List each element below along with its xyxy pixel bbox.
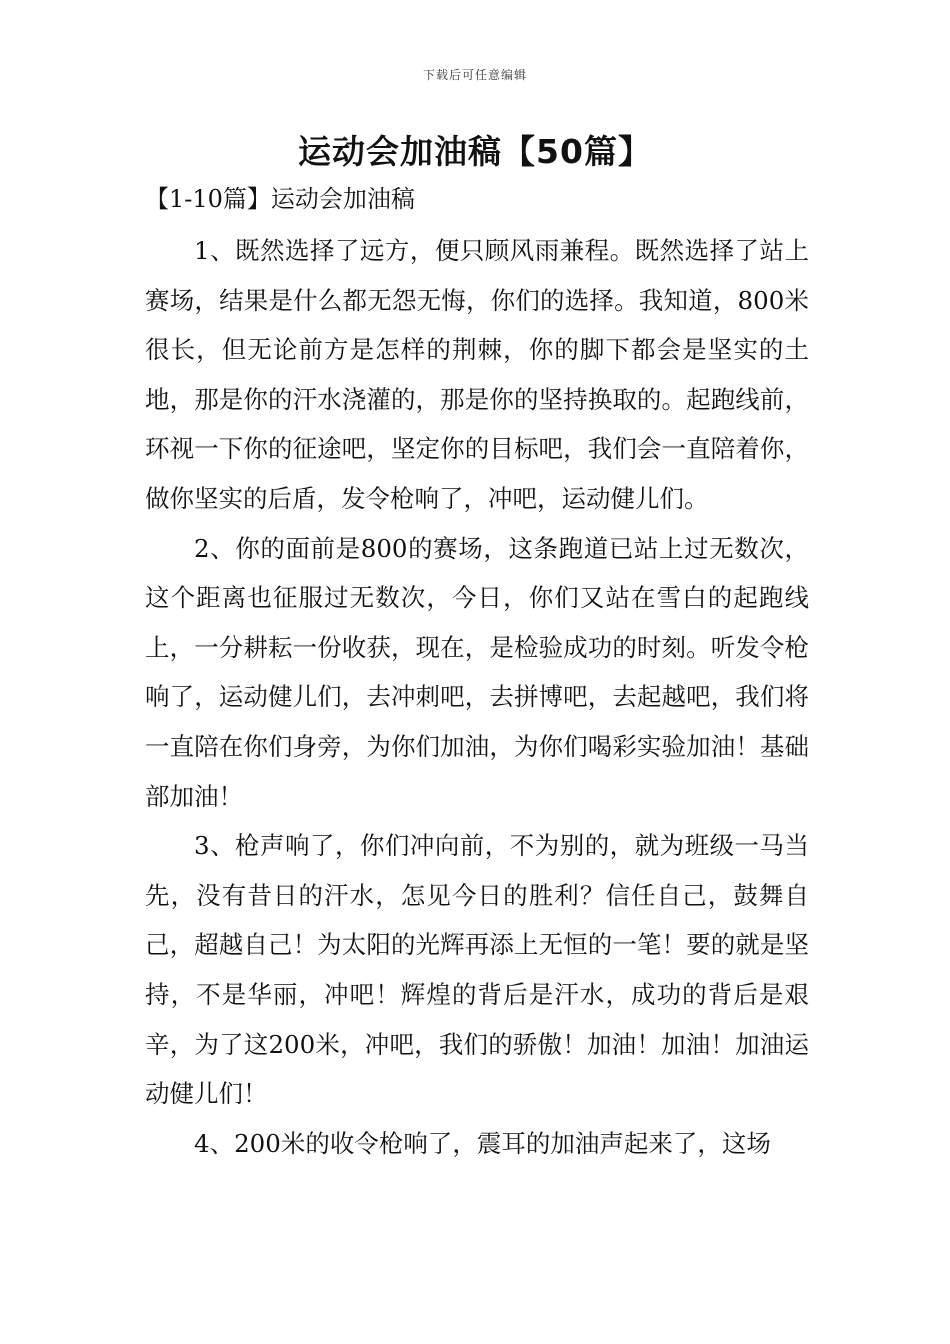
header-note: 下载后可任意编辑 bbox=[422, 68, 527, 82]
paragraph: 2、你的面前是800的赛场，这条跑道已站上过无数次，这个距离也征服过无数次，今日，你们又站在雪白的起跑线上，一分耕耘一份收获，现在，是检验成功的时刻。听发令枪响了，运动健儿们，去冲刺吧，去拼博吧，去起越吧，我们将一直陪在你们身旁，为你们加油，为你们喝彩实验加油！基础部加油！ bbox=[145, 533, 809, 811]
paragraph: 4、200米的收令枪响了，震耳的加油声起来了，这场 bbox=[194, 1128, 771, 1158]
paragraph: 3、枪声响了，你们冲向前，不为别的，就为班级一马当先，没有昔日的汗水，怎见今日的胜利？信任自己，鼓舞自己，超越自己！为太阳的光辉再添上无恒的一笔！要的就是坚持，不是华丽，冲吧！辉煌的背后是汗水，成功的背后是艰辛，为了这200米，冲吧，我们的骄傲！加油！加油！加油运动健儿们！ bbox=[145, 831, 809, 1109]
document-title: 运动会加油稿【50篇】 bbox=[298, 132, 652, 171]
paragraph: 1、既然选择了远方，便只顾风雨兼程。既然选择了站上赛场，结果是什么都无怨无悔，你们的选择。我知道，800米很长，但无论前方是怎样的荆棘，你的脚下都会是坚实的土地，那是你的汗水浇灌的，那是你的坚持换取的。起跑线前，环视一下你的征途吧，坚定你的目标吧，我们会一直陪着你，做你坚实的后盾，发令枪响了，冲吧，运动健儿们。 bbox=[145, 236, 809, 513]
section-heading: 【1-10篇】运动会加油稿 bbox=[145, 185, 415, 213]
body-text bbox=[145, 226, 809, 1168]
